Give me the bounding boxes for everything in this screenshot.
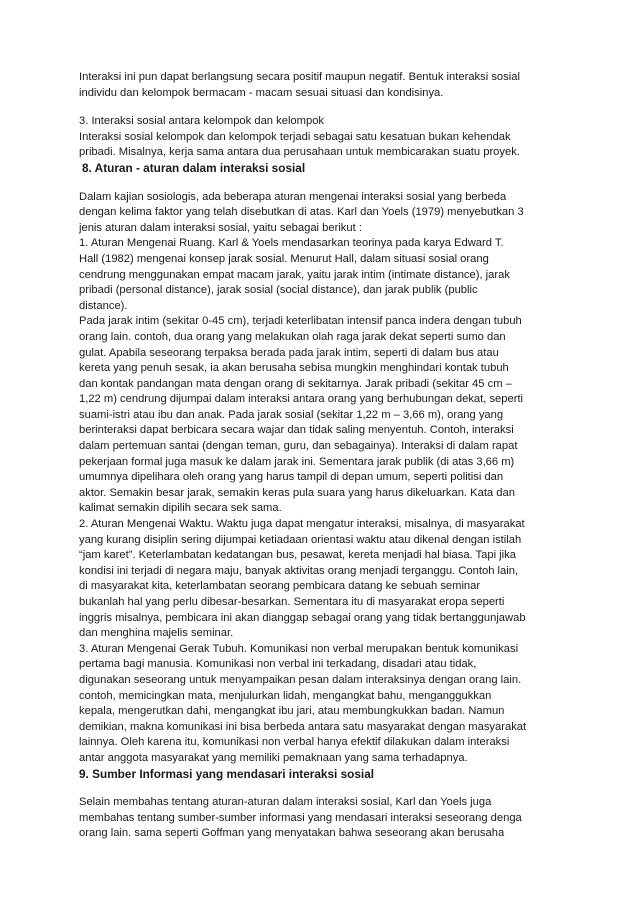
paragraph-rules: Dalam kajian sosiologis, ada beberapa aturan mengenai interaksi sosial yang berbeda dengan kelima faktor yang telah disebutkan di atas. Karl dan Yoels (1979) menyebutkan 3 jenis aturan dalam interaksi sosial, yaitu sebagai berikut : 1. Aturan Mengenai Ruang. Karl & Yoels mendasarkan teorinya pada karya Edward T. Hall (1982) mengenai konsep jarak sosial. Menurut Hall, dalam situasi sosial orang cendrung menggunakan empat macam jarak, yaitu jarak intim (intimate distance), jarak pribadi (personal distance), jarak sosial (social distance), dan jarak publik (public distance). Pada jarak intim (sekitar 0-45 cm), terjadi keterlibatan intensif panca indera dengan tubuh orang lain. contoh, dua orang yang melakukan olah raga jarak dekat seperti sumo dan gulat. Apabila seseorang terpaksa berada pada jarak intim, seperti di dalam bus atau kereta yang penuh sesak, ia akan berusaha sebisa mungkin menghindari kontak tubuh dan kontak pandangan mata dengan orang di sekitarnya. Jarak pribadi (sekitar 45 cm – 1,22 m) cendrung dijumpai dalam interaksi antara orang yang berhubungan dekat, seperti suami-istri atau ibu dan anak. Pada jarak sosial (sekitar 1,22 m – 3,66 m), orang yang berinteraksi dapat berbicara secara wajar dan tidak saling menyentuh. Contoh, interaksi dalam pertemuan santai (dengan teman, guru, dan sebagainya). Interaksi di dalam rapat pekerjaan formal juga masuk ke dalam jarak ini. Sementara jarak publik (di atas 3,66 m) umumnya dipelihara oleh orang yang harus tampil di depan umum, seperti politisi dan aktor. Semakin besar jarak, semakin keras pula suara yang harus dikeluarkan. Kata dan kalimat semakin dipilih secara sek sama. 2. Aturan Mengenai Waktu. Waktu juga dapat mengatur interaksi, misalnya, di masyarakat yang kurang disiplin sering dijumpai ketiadaan orientasi waktu atau dikenal dengan istilah “jam karet”. Keterlambatan kedatangan bus, pesawat, kereta menjadi hal biasa. Tapi jika kondisi ini terjadi di negara maju, banyak aktivitas orang menjadi terganggu. Contoh lain, di masyarakat kita, keterlambatan seorang pembicara datang ke sebuah seminar bukanlah hal yang perlu dibesar-besarkan. Sementara itu di masyarakat eropa seperti inggris misalnya, pembicara ini akan dianggap sebagai orang yang tidak bertanggunjawab dan menghina majelis seminar. 3. Aturan Mengenai Gerak Tubuh. Komunikasi non verbal merupakan bentuk komunikasi pertama bagi manusia. Komunikasi non verbal ini terkadang, disadari atau tidak, digunakan seseorang untuk menyampaikan pesan dalam interaksinya dengan orang lain. contoh, memicingkan mata, menjulurkan lidah, mengangkat bahu, menganggukkan kepala, mengerutkan dahi, mengangkat ibu jari, atau membungkukkan badan. Namun demikian, makna komunikasi ini bisa berbeda antara satu masyarakat dengan masyarakat lainnya. Oleh karena itu, komunikasi non verbal hanya efektif dilakukan dalam interaksi antar anggota masyarakat yang memiliki pemaknaan yang sama terhadapnya. (79, 190, 527, 764)
paragraph-intro: Interaksi ini pun dapat berlangsung secara positif maupun negatif. Bentuk interaksi sosial individu dan kelompok bermacam - macam sesuai situasi dan kondisinya. (79, 71, 520, 99)
section-heading-9: 9. Sumber Informasi yang mendasari interaksi sosial (79, 766, 375, 781)
section-heading-8: 8. Aturan - aturan dalam interaksi sosial (82, 160, 306, 175)
document-body (79, 70, 593, 842)
paragraph-information-sources: Selain membahas tentang aturan-aturan dalam interaksi sosial, Karl dan Yoels juga membahas tentang sumber-sumber informasi yang mendasari interaksi seseorang denga orang lain. sama seperti Goffman yang menyatakan bahwa seseorang akan berusaha (79, 796, 522, 840)
paragraph-group-interaction: 3. Interaksi sosial antara kelompok dan kelompok Interaksi sosial kelompok dan kelompok terjadi sebagai satu kesatuan bukan kehendak pribadi. Misalnya, kerja sama antara dua perusahaan untuk membicarakan suatu proyek. (79, 115, 520, 159)
